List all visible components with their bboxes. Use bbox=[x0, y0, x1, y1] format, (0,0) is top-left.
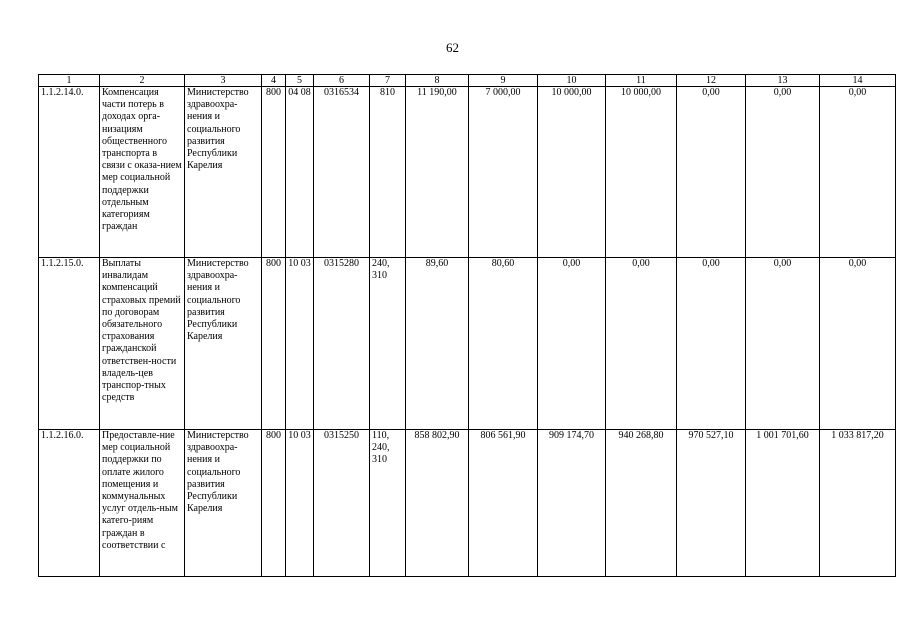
row-code: 1.1.2.14.0. bbox=[39, 87, 100, 258]
cell-7: 810 bbox=[370, 87, 406, 258]
cell-9: 7 000,00 bbox=[469, 87, 538, 258]
column-header: 1 bbox=[39, 75, 100, 87]
page-number: 62 bbox=[446, 40, 459, 55]
cell-6: 0316534 bbox=[314, 87, 370, 258]
column-header: 5 bbox=[286, 75, 314, 87]
column-header: 12 bbox=[677, 75, 746, 87]
cell-5: 10 03 bbox=[286, 430, 314, 577]
cell-6: 0315280 bbox=[314, 258, 370, 430]
cell-9: 80,60 bbox=[469, 258, 538, 430]
column-header: 7 bbox=[370, 75, 406, 87]
row-name: Компенсация части потерь в доходах орга-низациям общественного транспорта в связи с оказа-нием мер социальной поддержки отдельным категориям граждан bbox=[100, 87, 185, 258]
column-header: 6 bbox=[314, 75, 370, 87]
cell-7: 240, 310 bbox=[370, 258, 406, 430]
cell-14: 0,00 bbox=[820, 258, 896, 430]
column-header: 8 bbox=[406, 75, 469, 87]
cell-5: 04 08 bbox=[286, 87, 314, 258]
cell-8: 11 190,00 bbox=[406, 87, 469, 258]
column-header: 13 bbox=[746, 75, 820, 87]
row-code: 1.1.2.15.0. bbox=[39, 258, 100, 430]
cell-10: 0,00 bbox=[538, 258, 606, 430]
column-header: 3 bbox=[185, 75, 262, 87]
cell-11: 10 000,00 bbox=[606, 87, 677, 258]
cell-11: 0,00 bbox=[606, 258, 677, 430]
column-header: 14 bbox=[820, 75, 896, 87]
cell-6: 0315250 bbox=[314, 430, 370, 577]
cell-9: 806 561,90 bbox=[469, 430, 538, 577]
cell-8: 89,60 bbox=[406, 258, 469, 430]
row-name: Выплаты инвалидам компенсаций страховых премий по договорам обязательного страхования гражданской ответствен-ности владель-цев транспор-тных средств bbox=[100, 258, 185, 430]
row-agency: Министерство здравоохра-нения и социального развития Республики Карелия bbox=[185, 87, 262, 258]
column-header: 11 bbox=[606, 75, 677, 87]
cell-5: 10 03 bbox=[286, 258, 314, 430]
row-code: 1.1.2.16.0. bbox=[39, 430, 100, 577]
column-header: 9 bbox=[469, 75, 538, 87]
cell-13: 0,00 bbox=[746, 258, 820, 430]
cell-12: 970 527,10 bbox=[677, 430, 746, 577]
row-name: Предоставле-ние мер социальной поддержки по оплате жилого помещения и коммунальных услуг отдель-ным катего-риям граждан в соответствии с bbox=[100, 430, 185, 577]
cell-13: 0,00 bbox=[746, 87, 820, 258]
cell-12: 0,00 bbox=[677, 258, 746, 430]
column-header: 2 bbox=[100, 75, 185, 87]
cell-14: 0,00 bbox=[820, 87, 896, 258]
cell-4: 800 bbox=[262, 430, 286, 577]
budget-table bbox=[38, 74, 896, 577]
cell-7: 110, 240, 310 bbox=[370, 430, 406, 577]
column-header: 4 bbox=[262, 75, 286, 87]
row-agency: Министерство здравоохра-нения и социального развития Республики Карелия bbox=[185, 430, 262, 577]
cell-8: 858 802,90 bbox=[406, 430, 469, 577]
header-row bbox=[39, 75, 896, 87]
cell-13: 1 001 701,60 bbox=[746, 430, 820, 577]
cell-10: 909 174,70 bbox=[538, 430, 606, 577]
row-agency: Министерство здравоохра-нения и социального развития Республики Карелия bbox=[185, 258, 262, 430]
table-row bbox=[39, 258, 896, 430]
cell-14: 1 033 817,20 bbox=[820, 430, 896, 577]
column-header: 10 bbox=[538, 75, 606, 87]
cell-4: 800 bbox=[262, 87, 286, 258]
table-row bbox=[39, 87, 896, 258]
cell-12: 0,00 bbox=[677, 87, 746, 258]
table-row bbox=[39, 430, 896, 577]
cell-4: 800 bbox=[262, 258, 286, 430]
cell-10: 10 000,00 bbox=[538, 87, 606, 258]
cell-11: 940 268,80 bbox=[606, 430, 677, 577]
